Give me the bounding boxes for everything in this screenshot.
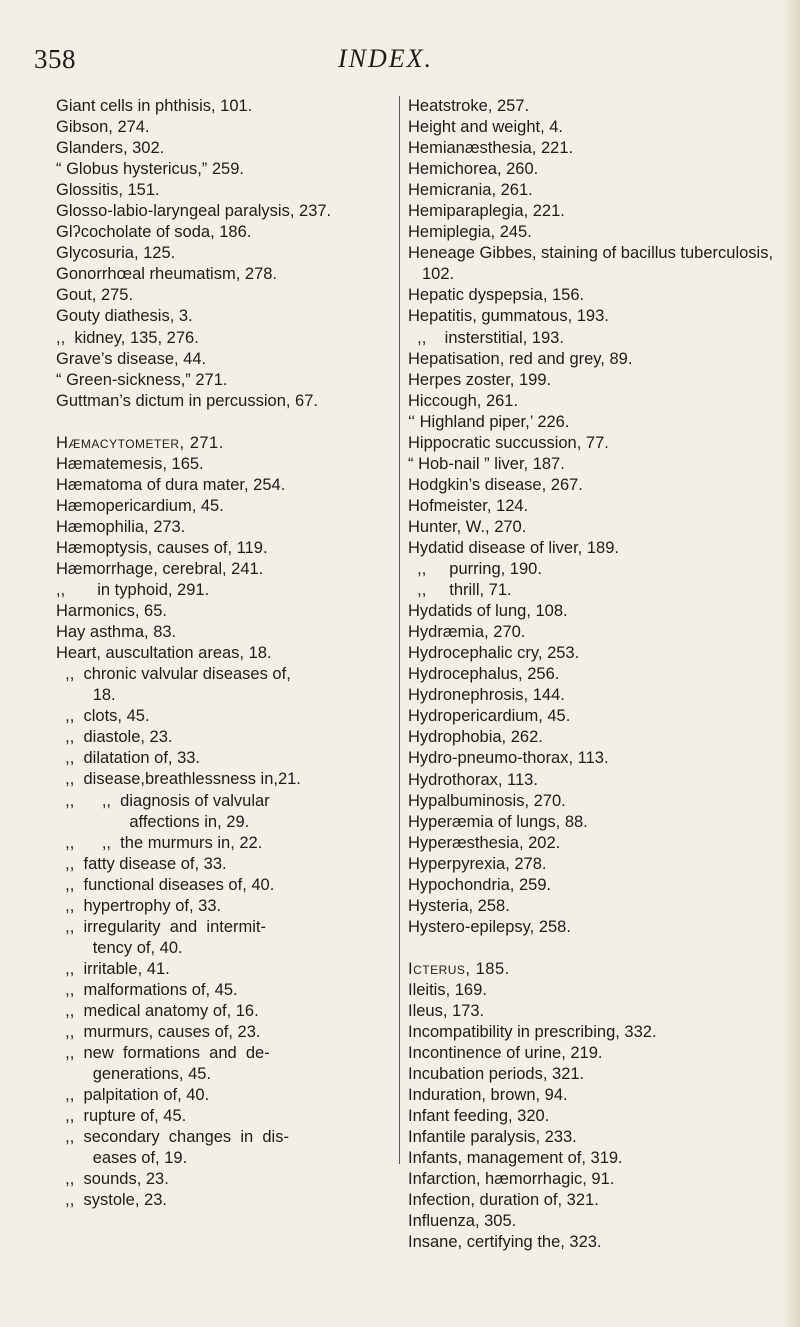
index-entry: Hæmorrhage, cerebral, 241.: [56, 559, 264, 578]
index-entry: ,, irregularity and intermit-: [56, 917, 266, 936]
index-entry: Herpes zoster, 199.: [408, 370, 552, 389]
index-entry: Gonorrhœal rheumatism, 278.: [56, 265, 278, 284]
index-entry: Infarction, hæmorrhagic, 91.: [408, 1170, 615, 1189]
index-entry: Icterus, 185.: [408, 959, 510, 978]
index-entry: Giant cells in phthisis, 101.: [56, 97, 253, 115]
index-entry: Incontinence of urine, 219.: [408, 1044, 603, 1063]
index-entry: Gouty diathesis, 3.: [56, 307, 193, 326]
index-entry: tency of, 40.: [56, 938, 183, 957]
index-entry: “ Green-sickness,” 271.: [56, 370, 228, 389]
index-entry: ,, hypertrophy of, 33.: [56, 896, 222, 915]
index-entry: Infection, duration of, 321.: [408, 1191, 599, 1210]
index-entry: Incubation periods, 321.: [408, 1065, 585, 1084]
index-entry: Hodgkin’s disease, 267.: [408, 475, 583, 494]
index-entry: generations, 45.: [56, 1065, 212, 1084]
index-entry: Grave’s disease, 44.: [56, 349, 207, 368]
index-entry: ,, murmurs, causes of, 23.: [56, 1023, 261, 1042]
index-entry: Height and weight, 4.: [408, 118, 564, 137]
index-entry: Hyperæsthesia, 202.: [408, 833, 561, 852]
page-title: INDEX.: [338, 44, 434, 73]
index-entry: affections in, 29.: [56, 812, 250, 831]
index-entry: Hemianæsthesia, 221.: [408, 139, 574, 158]
index-entry: Incompatibility in prescribing, 332.: [408, 1023, 657, 1042]
index-entry: ,, dilatation of, 33.: [56, 749, 201, 768]
index-entry: ,, in typhoid, 291.: [56, 581, 210, 600]
index-entry: Ileus, 173.: [408, 1001, 485, 1020]
index-entry: Infantile paralysis, 233.: [408, 1128, 577, 1147]
index-entry: Influenza, 305.: [408, 1212, 517, 1231]
index-entry: ,, secondary changes in dis-: [56, 1128, 289, 1147]
index-entry: ,, insterstitial, 193.: [408, 328, 564, 347]
index-entry: ,, functional diseases of, 40.: [56, 875, 275, 894]
index-entry: Insane, certifying the, 323.: [408, 1233, 602, 1252]
index-entry: Hæmacytometer, 271.: [56, 433, 224, 452]
index-entry: ,, fatty disease of, 33.: [56, 854, 227, 873]
index-entry: Hydronephrosis, 144.: [408, 686, 565, 705]
index-entry: Hepatisation, red and grey, 89.: [408, 349, 633, 368]
index-entry: Hydrocephalus, 256.: [408, 665, 560, 684]
index-entry: Harmonics, 65.: [56, 602, 167, 621]
index-entry: Glanders, 302.: [56, 139, 165, 158]
index-entry: ,, sounds, 23.: [56, 1170, 169, 1189]
index-entry: Hyperpyrexia, 278.: [408, 854, 547, 873]
index-entry: 18.: [56, 686, 116, 705]
index-entry: ,, purring, 190.: [408, 560, 542, 579]
page-edge-shadow: [782, 0, 800, 1327]
index-entry: ,, malformations of, 45.: [56, 980, 238, 999]
index-entry: Hepatitis, gummatous, 193.: [408, 307, 609, 326]
index-entry: “ Hob-nail ” liver, 187.: [408, 454, 565, 473]
index-entry: Hepatic dyspepsia, 156.: [408, 286, 585, 305]
index-entry: Hysteria, 258.: [408, 896, 510, 915]
index-entry: Hydatids of lung, 108.: [408, 602, 568, 621]
index-entry: Glosso-labio-laryngeal paralysis, 237.: [56, 202, 332, 221]
index-entry: ,, chronic valvular diseases of,: [56, 665, 291, 684]
index-entry: Hydatid disease of liver, 189.: [408, 538, 619, 557]
index-entry: Hypalbuminosis, 270.: [408, 791, 566, 810]
index-entry: Infants, management of, 319.: [408, 1149, 623, 1168]
index-entry: Hemichorea, 260.: [408, 160, 539, 179]
index-entry: Glʔcocholate of soda, 186.: [56, 223, 252, 242]
index-column-right: [408, 96, 788, 1254]
index-entry: Hay asthma, 83.: [56, 623, 177, 642]
index-entry: ,, medical anatomy of, 16.: [56, 1001, 259, 1020]
index-entry: Hemiparaplegia, 221.: [408, 202, 565, 221]
index-entry: ‘‘ Highland piper,’ 226.: [408, 412, 570, 431]
index-entry: Hunter, W., 270.: [408, 517, 527, 536]
index-entry: ,, kidney, 135, 276.: [56, 328, 199, 347]
index-entry: Hyperæmia of lungs, 88.: [408, 812, 588, 831]
index-entry: ,, palpitation of, 40.: [56, 1086, 210, 1105]
index-entry: Heneage Gibbes, staining of bacillus tuberculosis, 102.: [408, 244, 778, 284]
index-entry: Induration, brown, 94.: [408, 1086, 568, 1105]
index-entry: Hydropericardium, 45.: [408, 707, 571, 726]
page-number: 358: [34, 44, 76, 74]
index-column-left: [56, 96, 386, 1211]
index-entry: ,, irritable, 41.: [56, 959, 170, 978]
index-entry: Ileitis, 169.: [408, 980, 487, 999]
index-entry: Hemiplegia, 245.: [408, 223, 532, 242]
index-entry: Hemicrania, 261.: [408, 181, 533, 200]
index-entry: Hydrophobia, 262.: [408, 728, 543, 747]
index-entry: “ Globus hystericus,” 259.: [56, 160, 244, 179]
index-entry: Heart, auscultation areas, 18.: [56, 644, 272, 663]
index-entry: Hippocratic succussion, 77.: [408, 433, 609, 452]
index-entry: Hydrocephalic cry, 253.: [408, 644, 580, 663]
index-entry: ,, clots, 45.: [56, 707, 150, 726]
index-entry: Guttman’s dictum in percussion, 67.: [56, 391, 318, 410]
index-entry: Hæmophilia, 273.: [56, 517, 186, 536]
index-entry: ,, thrill, 71.: [408, 581, 512, 600]
index-entry: Glycosuria, 125.: [56, 244, 176, 263]
index-entry: Hystero-epilepsy, 258.: [408, 917, 571, 936]
index-entry: Hæmatemesis, 165.: [56, 454, 204, 473]
index-entry: ,, ,, diagnosis of valvular: [56, 791, 270, 810]
index-entry: Glossitis, 151.: [56, 181, 160, 200]
index-entry: eases of, 19.: [56, 1149, 188, 1168]
index-entry: Heatstroke, 257.: [408, 97, 530, 115]
index-entry: Hydro-pneumo-thorax, 113.: [408, 749, 609, 768]
index-entry: Hæmatoma of dura mater, 254.: [56, 475, 286, 494]
index-entry: Hofmeister, 124.: [408, 496, 529, 515]
index-entry: ,, disease,breathlessness in,21.: [56, 770, 301, 789]
index-entry: Gibson, 274.: [56, 118, 150, 137]
index-entry: Gout, 275.: [56, 286, 134, 305]
index-entry: ,, new formations and de-: [56, 1044, 270, 1063]
index-entry: Hæmoptysis, causes of, 119.: [56, 538, 268, 557]
column-divider: [399, 96, 400, 1164]
index-entry: ,, systole, 23.: [56, 1191, 167, 1210]
index-entry: Hydrothorax, 113.: [408, 770, 538, 789]
index-entry: ,, ,, the murmurs in, 22.: [56, 833, 263, 852]
index-entry: Hæmopericardium, 45.: [56, 496, 224, 515]
index-entry: ,, rupture of, 45.: [56, 1107, 187, 1126]
index-entry: Hiccough, 261.: [408, 391, 519, 410]
index-entry: Infant feeding, 320.: [408, 1107, 550, 1126]
index-entry: Hydræmia, 270.: [408, 623, 526, 642]
index-entry: Hypochondria, 259.: [408, 875, 552, 894]
index-entry: ,, diastole, 23.: [56, 728, 173, 747]
